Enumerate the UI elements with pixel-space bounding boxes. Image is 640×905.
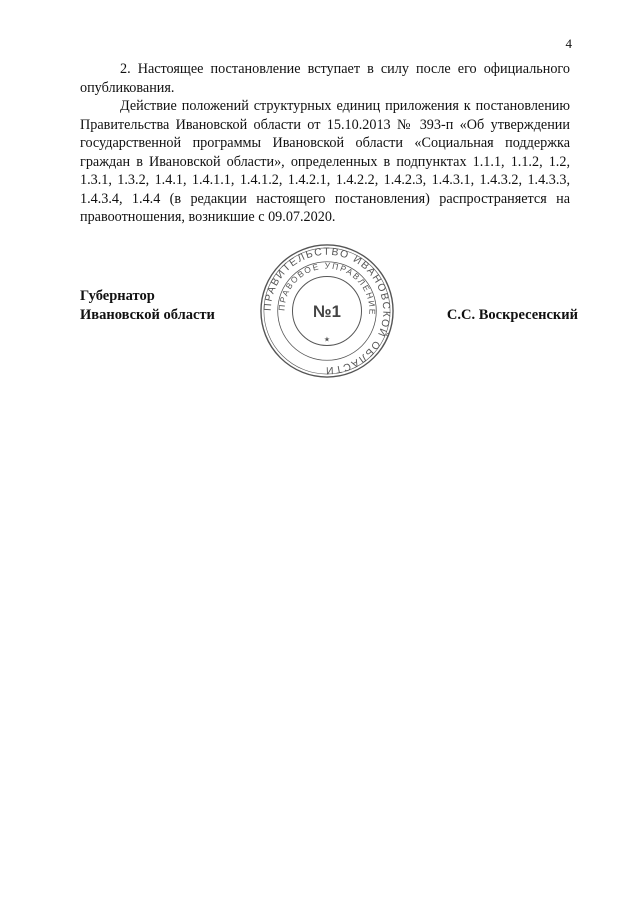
signatory-name: С.С. Воскресенский [446, 307, 578, 323]
signatory-region: Ивановской области [80, 307, 215, 323]
paragraph-effective-date: 2. Настоящее постановление вступает в силу после его официального опубликования. [80, 61, 570, 96]
page-number: 4 [565, 36, 572, 51]
paragraph-legal-effect: Действие положений структурных единиц приложения к постановлению Правительства Ивановской области от 15.10.2013 № 393-п «Об утверждении государственной программы Ивановской области «Социальная поддержка граждан в Ивановской области», определенных в подпунктах 1.1.1, 1.1.2, 1.2, 1.3.1, 1.3.2, 1.4.1, 1.4.1.1, 1.4.1.2, 1.4.2.1, 1.4.2.2, 1.4.2.3, 1.4.3.1, 1.4.3.2, 1.4.3.3, 1.4.3.4, 1.4.4 (в редакции настоящего постановления) распространяется на правоотношения, возникшие с 09.07.2020. [80, 98, 570, 225]
seal-outer-textpath: ПРАВИТЕЛЬСТВО ИВАНОВСКОЙ ОБЛАСТИ [262, 246, 392, 376]
official-seal [258, 242, 396, 380]
seal-inner-textpath: ПРАВОВОЕ УПРАВЛЕНИЕ [276, 260, 378, 317]
signatory-title: Губернатор [80, 288, 155, 304]
seal-star-icon: ★ [323, 335, 331, 344]
document-body [80, 60, 570, 227]
signatory-position [80, 287, 215, 325]
seal-number: №1 [313, 301, 341, 321]
